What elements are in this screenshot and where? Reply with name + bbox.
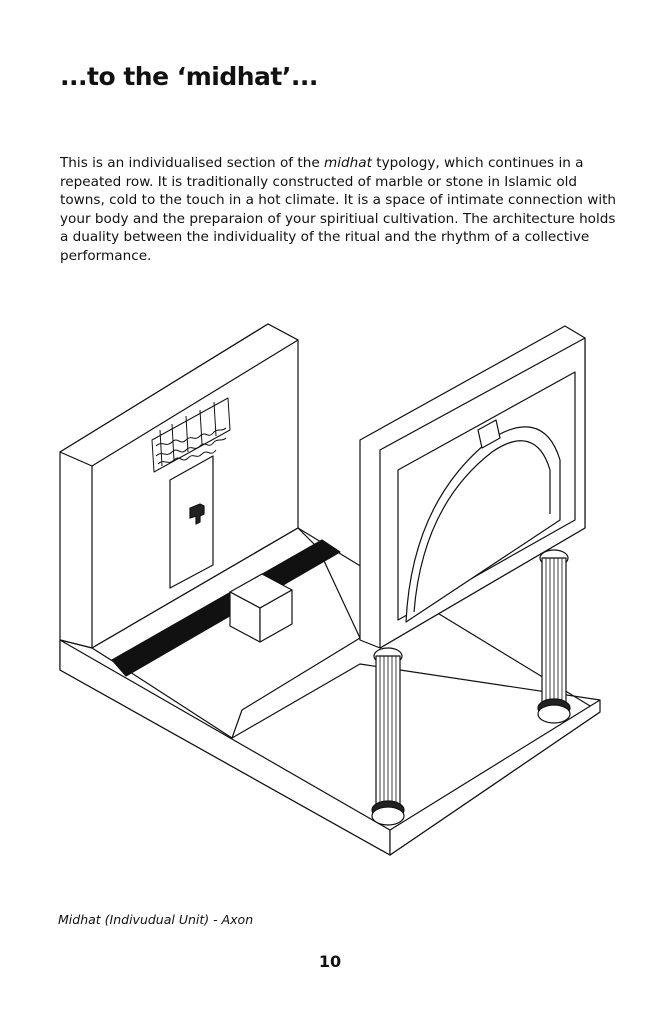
paragraph-text-start: This is an individualised section of the (60, 155, 325, 171)
column-back (538, 550, 570, 723)
paragraph-italic-term: midhat (324, 155, 372, 171)
page-title: ...to the ‘midhat’... (60, 62, 318, 91)
tap-panel (170, 456, 213, 588)
figure-caption: Midhat (Indivudual Unit) - Axon (58, 912, 254, 927)
midhat-axon-drawing (40, 310, 620, 890)
paragraph-text-end: typology, which continues in a repeated row. It is traditionally constructed of marble or stone in Islamic old towns, cold to the touch in a hot climate. It is a space of intimate connection with your body and the preparaion of your spiritiual cultivation. The architecture holds a duality between the individuality of the ritual and the rhythm of a collective performance. (60, 155, 617, 264)
page-number: 10 (318, 952, 342, 971)
body-paragraph (60, 154, 620, 265)
column-front (372, 648, 404, 825)
